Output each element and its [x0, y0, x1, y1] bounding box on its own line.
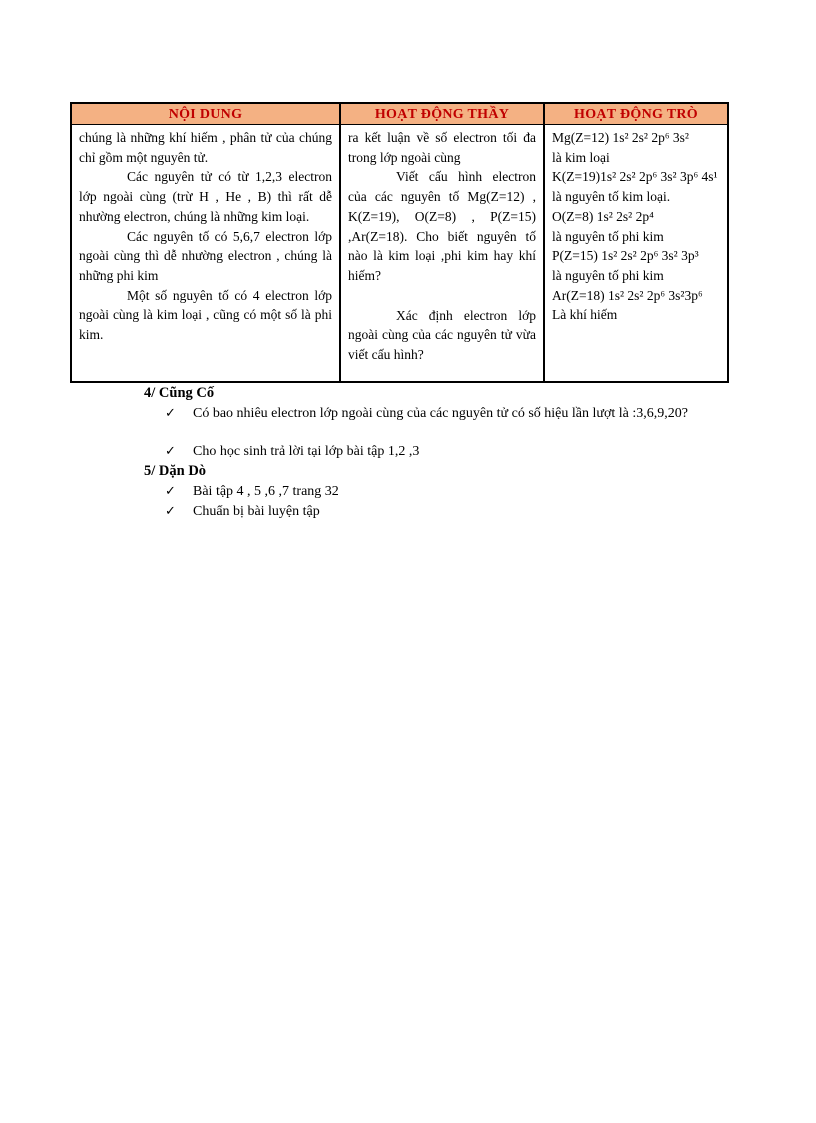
- tro-o-config: O(Z=8) 1s² 2s² 2p⁴: [552, 208, 654, 224]
- header-hoat-dong-thay: HOẠT ĐỘNG THẦY: [341, 104, 545, 125]
- thay-para-3: Xác định electron lớp ngoài cùng của các nguyên tử vừa viết cấu hình?: [348, 307, 536, 363]
- tro-p-result: là nguyên tố phi kim: [552, 267, 664, 283]
- noi-dung-para-2: Các nguyên tử có từ 1,2,3 electron lớp ngoài cùng (trừ H , He , B) thì rất dễ nhường electron, chúng là những kim loại.: [79, 169, 332, 224]
- checkmark-icon: ✓: [165, 406, 176, 421]
- noi-dung-para-4: Một số nguyên tố có 4 electron lớp ngoài cùng là kim loại , cũng có một số là phi kim.: [79, 287, 332, 343]
- thay-para-1: ra kết luận về số electron tối đa trong lớp ngoài cùng: [348, 130, 536, 165]
- tro-mg-config: Mg(Z=12) 1s² 2s² 2p⁶ 3s²: [552, 130, 689, 145]
- lesson-table-grid: [72, 104, 727, 381]
- tro-k-result: là nguyên tố kim loại.: [552, 189, 671, 205]
- dan-do-heading: 5/ Dặn Dò: [144, 463, 207, 479]
- tro-o-result: là nguyên tố phi kim: [552, 228, 664, 244]
- lesson-table: [70, 102, 729, 383]
- cung-co-heading: 4/ Cũng Cố: [144, 385, 215, 401]
- tro-ar-config: Ar(Z=18) 1s² 2s² 2p⁶ 3s²3p⁶: [552, 287, 703, 303]
- tro-mg-result: là kim loại: [552, 149, 610, 165]
- cell-hoat-dong-tro: [545, 125, 727, 381]
- tro-k-config: K(Z=19)1s² 2s² 2p⁶ 3s² 3p⁶ 4s¹: [552, 169, 718, 185]
- noi-dung-para-1: chúng là những khí hiếm , phân tử của chúng chỉ gồm một nguyên tử.: [79, 130, 332, 165]
- tro-p-config: P(Z=15) 1s² 2s² 2p⁶ 3s² 3p³: [552, 248, 699, 264]
- header-noi-dung: NỘI DUNG: [72, 104, 341, 125]
- noi-dung-para-3: Các nguyên tố có 5,6,7 electron lớp ngoài cùng thì dễ nhường electron , chúng là những phi kim: [79, 228, 332, 283]
- checkmark-icon: ✓: [165, 484, 176, 499]
- cell-noi-dung: [72, 125, 341, 381]
- header-hoat-dong-tro: HOẠT ĐỘNG TRÒ: [545, 104, 727, 125]
- thay-para-2: Viết cấu hình electron của các nguyên tố Mg(Z=12) , K(Z=19), O(Z=8) , P(Z=15) ,Ar(Z=18). Cho biết nguyên tố nào là kim loại ,phi kim hay khí hiếm?: [348, 169, 536, 283]
- cell-hoat-dong-thay: [341, 125, 545, 381]
- checkmark-icon: ✓: [165, 504, 176, 519]
- tro-ar-result: Là khí hiếm: [552, 307, 618, 323]
- checkmark-icon: ✓: [165, 444, 176, 459]
